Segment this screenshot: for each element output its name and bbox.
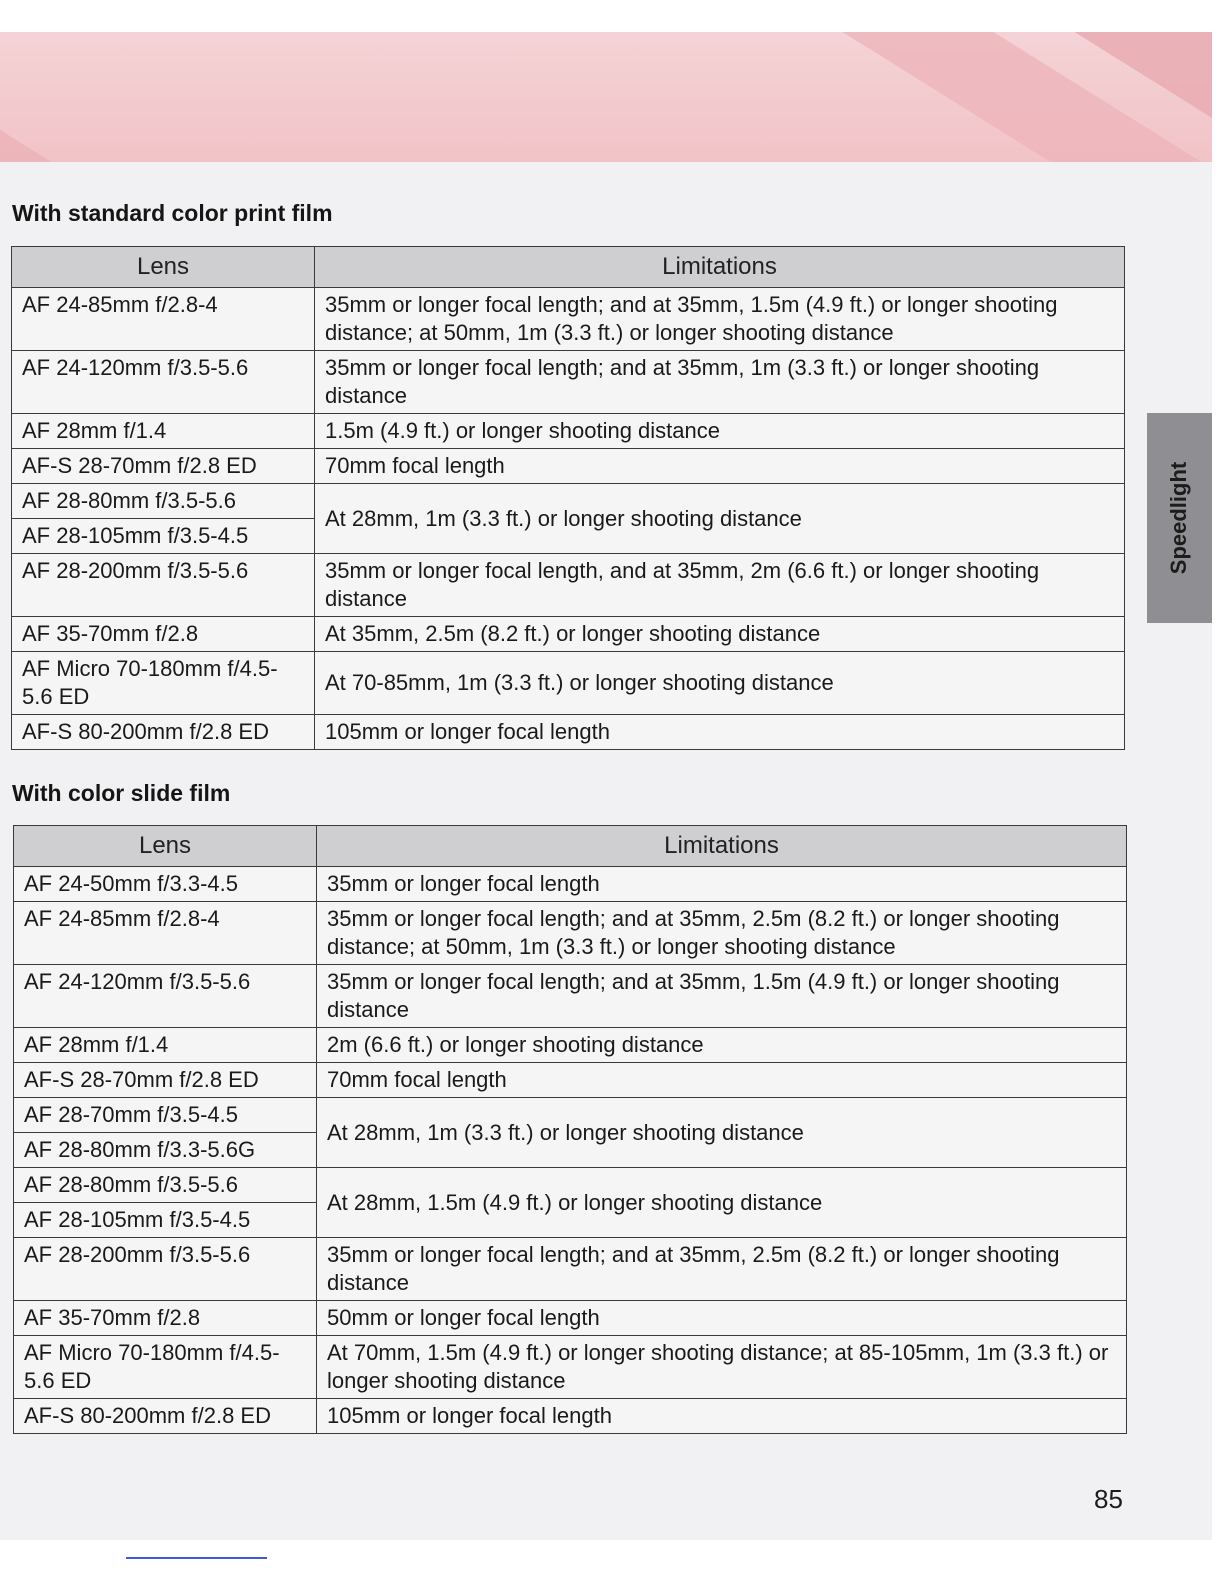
section-tab-label: Speedlight [1166, 461, 1192, 575]
lens-cell: AF 28-80mm f/3.5-5.6 [12, 484, 315, 519]
slide-film-table [13, 825, 1127, 1434]
footer-rule [126, 1557, 267, 1559]
limitation-cell: At 35mm, 2.5m (8.2 ft.) or longer shooting distance [315, 617, 1125, 652]
limitation-cell: At 28mm, 1m (3.3 ft.) or longer shooting distance [315, 484, 1125, 554]
lens-cell: AF-S 28-70mm f/2.8 ED [12, 449, 315, 484]
page-number: 85 [1094, 1484, 1123, 1514]
table-row [12, 288, 1125, 351]
limitation-cell: 35mm or longer focal length [317, 867, 1127, 902]
lens-cell: AF 28-105mm f/3.5-4.5 [12, 519, 315, 554]
banner-stripe [0, 33, 117, 162]
lens-cell: AF 24-85mm f/2.8-4 [12, 288, 315, 351]
lens-cell: AF 28-80mm f/3.3-5.6G [14, 1133, 317, 1168]
speedlight-section-tab [1147, 413, 1212, 623]
lens-column-header: Lens [14, 826, 317, 867]
lens-cell: AF 28-200mm f/3.5-5.6 [14, 1238, 317, 1301]
lens-cell: AF 24-85mm f/2.8-4 [14, 902, 317, 965]
limitation-cell: 35mm or longer focal length; and at 35mm, 2.5m (8.2 ft.) or longer shooting distance [317, 1238, 1127, 1301]
table-row [14, 1098, 1127, 1133]
lens-cell: AF 24-120mm f/3.5-5.6 [14, 965, 317, 1028]
table-row [12, 351, 1125, 414]
table-row [12, 484, 1125, 519]
table-row [12, 652, 1125, 715]
limitation-cell: 35mm or longer focal length; and at 35mm, 1m (3.3 ft.) or longer shooting distance [315, 351, 1125, 414]
lens-cell: AF 24-50mm f/3.3-4.5 [14, 867, 317, 902]
limitation-cell: 105mm or longer focal length [315, 715, 1125, 750]
lens-cell: AF 28-105mm f/3.5-4.5 [14, 1203, 317, 1238]
lens-cell: AF 28-80mm f/3.5-5.6 [14, 1168, 317, 1203]
limitation-cell: At 28mm, 1.5m (4.9 ft.) or longer shooting distance [317, 1168, 1127, 1238]
table-row [14, 902, 1127, 965]
limitation-cell: 35mm or longer focal length; and at 35mm, 2.5m (8.2 ft.) or longer shooting distance; at 50mm, 1m (3.3 ft.) or longer shooting distance [317, 902, 1127, 965]
lens-cell: AF 28-70mm f/3.5-4.5 [14, 1098, 317, 1133]
table-row [12, 715, 1125, 750]
lens-cell: AF 28-200mm f/3.5-5.6 [12, 554, 315, 617]
lens-cell: AF-S 80-200mm f/2.8 ED [14, 1399, 317, 1434]
lens-cell: AF 24-120mm f/3.5-5.6 [12, 351, 315, 414]
table-row [14, 1063, 1127, 1098]
table-row [14, 1028, 1127, 1063]
limitation-cell: 70mm focal length [315, 449, 1125, 484]
lens-cell: AF Micro 70-180mm f/4.5-5.6 ED [14, 1336, 317, 1399]
table-row [14, 1399, 1127, 1434]
lens-cell: AF 35-70mm f/2.8 [12, 617, 315, 652]
table-row [14, 1238, 1127, 1301]
lens-column-header: Lens [12, 247, 315, 288]
lens-cell: AF 28mm f/1.4 [14, 1028, 317, 1063]
table-row [14, 1336, 1127, 1399]
lens-cell: AF-S 80-200mm f/2.8 ED [12, 715, 315, 750]
limitation-cell: 70mm focal length [317, 1063, 1127, 1098]
table-header-row [14, 826, 1127, 867]
slide-film-title: With color slide film [12, 780, 231, 806]
table-row [14, 867, 1127, 902]
limitation-cell: 35mm or longer focal length; and at 35mm, 1.5m (4.9 ft.) or longer shooting distance; at 50mm, 1m (3.3 ft.) or longer shooting distance [315, 288, 1125, 351]
table-row [12, 414, 1125, 449]
limitations-column-header: Limitations [315, 247, 1125, 288]
table-row [12, 554, 1125, 617]
limitation-cell: 35mm or longer focal length, and at 35mm, 2m (6.6 ft.) or longer shooting distance [315, 554, 1125, 617]
lens-cell: AF-S 28-70mm f/2.8 ED [14, 1063, 317, 1098]
lens-cell: AF 35-70mm f/2.8 [14, 1301, 317, 1336]
limitation-cell: 105mm or longer focal length [317, 1399, 1127, 1434]
table-row [14, 1301, 1127, 1336]
lens-cell: AF 28mm f/1.4 [12, 414, 315, 449]
limitation-cell: At 70-85mm, 1m (3.3 ft.) or longer shooting distance [315, 652, 1125, 715]
print-film-table [11, 246, 1125, 750]
limitation-cell: 2m (6.6 ft.) or longer shooting distance [317, 1028, 1127, 1063]
decorative-banner [0, 32, 1212, 162]
print-film-title: With standard color print film [12, 200, 333, 226]
limitation-cell: 35mm or longer focal length; and at 35mm, 1.5m (4.9 ft.) or longer shooting distance [317, 965, 1127, 1028]
table-row [14, 965, 1127, 1028]
table-header-row [12, 247, 1125, 288]
limitation-cell: At 28mm, 1m (3.3 ft.) or longer shooting distance [317, 1098, 1127, 1168]
table-row [12, 449, 1125, 484]
table-row [12, 617, 1125, 652]
lens-cell: AF Micro 70-180mm f/4.5-5.6 ED [12, 652, 315, 715]
table-row [14, 1168, 1127, 1203]
limitation-cell: 50mm or longer focal length [317, 1301, 1127, 1336]
limitation-cell: 1.5m (4.9 ft.) or longer shooting distance [315, 414, 1125, 449]
limitations-column-header: Limitations [317, 826, 1127, 867]
limitation-cell: At 70mm, 1.5m (4.9 ft.) or longer shooting distance; at 85-105mm, 1m (3.3 ft.) or longer shooting distance [317, 1336, 1127, 1399]
